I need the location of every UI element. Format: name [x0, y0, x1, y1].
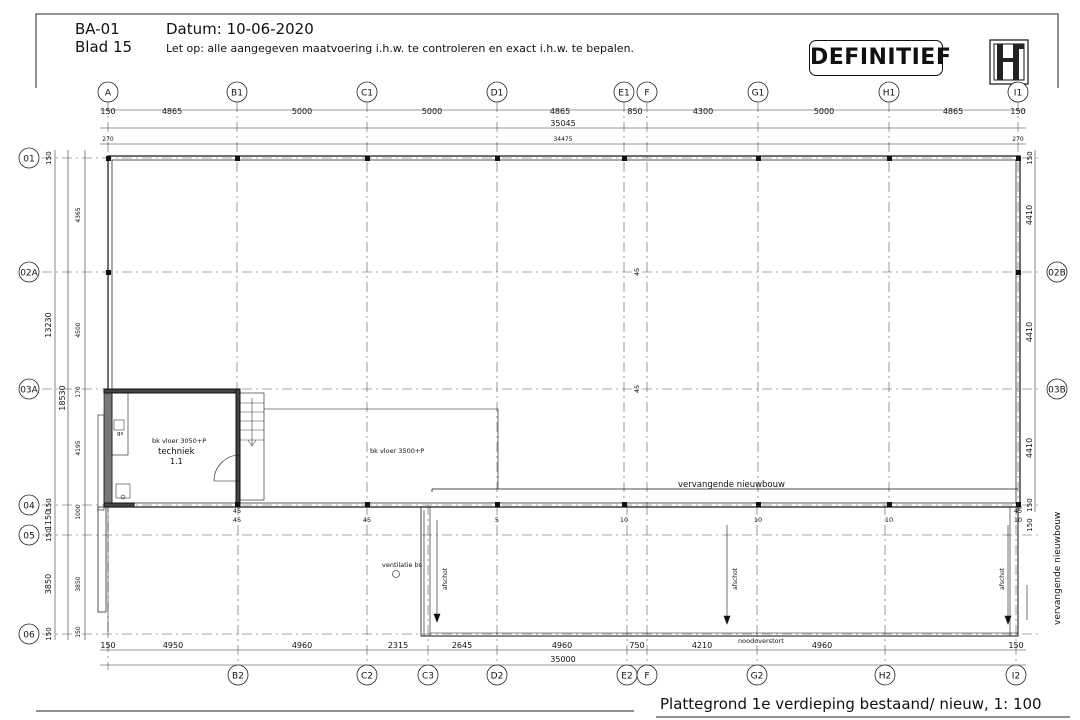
- room-name: techniek: [158, 447, 195, 457]
- axis-mark: 10: [1013, 516, 1023, 524]
- dim-bottom-total: 35000: [550, 655, 576, 664]
- axis-bubble-top: B1: [231, 88, 243, 99]
- axis-bubble-top: G1: [751, 88, 765, 99]
- dim-left-end: 150: [45, 151, 53, 165]
- axis-mark: 10: [884, 516, 894, 524]
- axis-mark: 5: [494, 516, 500, 524]
- axis-mark: 45: [633, 267, 641, 277]
- drawing-date: Datum: 10-06-2020: [166, 20, 314, 38]
- dim-left: 3850: [44, 573, 53, 595]
- axis-bubble-left: 05: [23, 531, 35, 542]
- dim-top: 4300: [692, 107, 714, 116]
- dim-right: 4410: [1025, 204, 1034, 226]
- dim-bottom: 4950: [162, 641, 184, 650]
- axis-bubble-left: 06: [23, 630, 35, 641]
- axis-bubble-left: 02A: [20, 268, 38, 279]
- axis-bubble-top: A: [104, 88, 112, 99]
- axis-bubbles: [19, 82, 1067, 685]
- axis-bubble-bottom: E2: [621, 671, 633, 682]
- dim-left-inner: 1000: [75, 504, 82, 520]
- dimension-texts: [44, 107, 1034, 664]
- axis-bubble-bottom: H2: [878, 671, 892, 682]
- axis-mark: 45: [633, 384, 641, 394]
- column-markers: [106, 156, 1021, 507]
- dim-left-end: 150: [45, 528, 53, 542]
- new-build-label: vervangende nieuwbouw: [678, 480, 785, 490]
- drawing-caption: Plattegrond 1e verdieping bestaand/ nieuw, 1: 100: [660, 695, 1042, 713]
- axis-bubble-right: 02B: [1048, 268, 1066, 279]
- dim-top-small: 270: [1012, 136, 1024, 143]
- dim-top: 150: [100, 107, 116, 116]
- dim-right-end: 150: [1026, 151, 1034, 165]
- status-stamp: DEFINITIEF: [809, 40, 943, 76]
- dim-top: 4865: [161, 107, 183, 116]
- dim-left-inner: 170: [75, 386, 82, 398]
- axis-bubble-bottom: C3: [421, 671, 435, 682]
- slope-label-3: afschot: [999, 567, 1006, 590]
- dim-bottom: 2645: [451, 641, 473, 650]
- dim-bottom: 150: [1008, 641, 1024, 650]
- dim-top-inner: 34475: [553, 136, 573, 143]
- axis-bubble-bottom: B2: [232, 671, 244, 682]
- axis-bubble-left: 04: [23, 501, 35, 512]
- dim-left: 18530: [58, 385, 67, 411]
- dim-top-total: 35045: [550, 119, 576, 128]
- dim-bottom: 4960: [551, 641, 573, 650]
- dim-bottom: 4960: [291, 641, 313, 650]
- slope-label-1: afschot: [442, 567, 449, 590]
- floor-level-2: bk vloer 3500+P: [370, 447, 425, 455]
- gs-label: gs: [117, 431, 124, 437]
- dim-bottom: 4960: [811, 641, 833, 650]
- axis-mark: 10: [753, 516, 763, 524]
- axis-mark: 45: [362, 516, 372, 524]
- room-labels: [117, 431, 1063, 645]
- grid-lines: [42, 102, 1040, 670]
- slope-arrows: [393, 520, 1028, 624]
- dim-right: 4410: [1025, 437, 1034, 459]
- dim-top: 150: [1010, 107, 1026, 116]
- dim-left: 1150: [44, 509, 53, 531]
- axis-mark: 45: [232, 507, 242, 515]
- dim-bottom: 150: [100, 641, 116, 650]
- drawing-code: BA-01: [75, 20, 120, 38]
- dim-bottom: 750: [629, 641, 645, 650]
- company-logo-icon: [990, 40, 1028, 84]
- dim-top: 4865: [942, 107, 964, 116]
- axis-bubble-top: H1: [882, 88, 896, 99]
- dim-bottom: 2315: [387, 641, 409, 650]
- axis-mark: 45: [232, 516, 242, 524]
- dim-right-end: 150: [1026, 518, 1034, 532]
- axis-bubble-top: E1: [618, 88, 630, 99]
- dim-top: 5000: [291, 107, 313, 116]
- slope-label-2: afschot: [732, 567, 739, 590]
- axis-mark: 45: [1013, 507, 1023, 515]
- axis-bubble-bottom: C2: [360, 671, 374, 682]
- room-floor-level: bk vloer 3050+P: [152, 437, 207, 445]
- dim-left-inner: 4500: [75, 322, 82, 338]
- axis-bubble-bottom: D2: [490, 671, 504, 682]
- axis-bubble-bottom: F: [644, 671, 650, 682]
- dim-left: 13230: [44, 312, 53, 338]
- ventilation-label: ventilatie bs: [382, 561, 423, 569]
- axis-bubble-right: 03B: [1048, 385, 1066, 396]
- overflow-label: noodoverstort: [738, 637, 784, 645]
- dim-left-inner: 4365: [75, 207, 82, 223]
- room-number: 1.1: [170, 457, 183, 466]
- axis-bubble-top: I1: [1013, 88, 1023, 99]
- axis-bubble-left: 01: [23, 154, 35, 165]
- measurement-note: Let op: alle aangegeven maatvoering i.h.w. te controleren en exact i.h.w. te bepalen.: [166, 42, 635, 55]
- dim-right: 4410: [1025, 321, 1034, 343]
- dim-left-inner: 3850: [75, 576, 82, 592]
- sheet-number: Blad 15: [75, 38, 133, 56]
- axis-bubble-top: D1: [490, 88, 504, 99]
- dim-top: 4865: [549, 107, 571, 116]
- axis-bubble-bottom: G2: [750, 671, 764, 682]
- dim-top: 850: [627, 107, 643, 116]
- dim-left-inner: 150: [75, 626, 82, 638]
- dim-left-end: 150: [45, 498, 53, 512]
- axis-mark: 10: [619, 516, 629, 524]
- axis-bubble-top: C1: [360, 88, 374, 99]
- dim-top-small: 270: [102, 136, 114, 143]
- axis-bubble-bottom: I2: [1011, 671, 1021, 682]
- dim-right-end: 150: [1026, 498, 1034, 512]
- new-build-vertical-label: vervangende nieuwbouw: [1053, 511, 1063, 625]
- dim-left-inner: 4195: [75, 440, 82, 456]
- dim-top: 5000: [813, 107, 835, 116]
- dimension-lines: [55, 110, 1035, 665]
- axis-bubble-top: F: [644, 88, 650, 99]
- dim-left-end: 150: [45, 627, 53, 641]
- dim-bottom: 4210: [691, 641, 713, 650]
- dim-top: 5000: [421, 107, 443, 116]
- axis-bubble-left: 03A: [20, 385, 38, 396]
